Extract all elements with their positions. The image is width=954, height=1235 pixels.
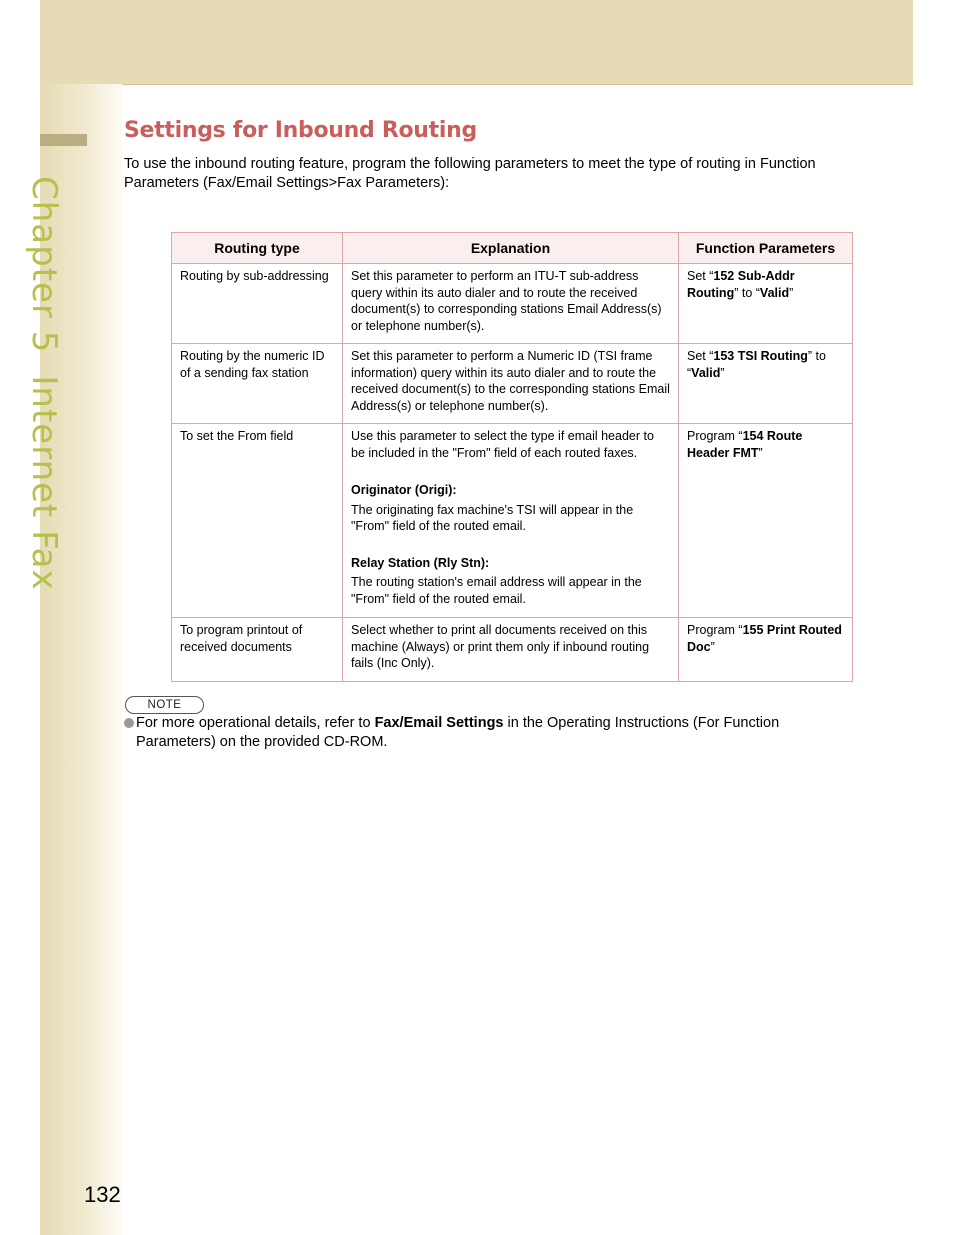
explanation-cell: Set this parameter to perform a Numeric ID (TSI frame information) query within its auto dialer and to route the received document(s) to the corresponding stations Email Address(s) or telephone number(s). (343, 344, 679, 424)
note-text-bold: Fax/Email Settings (374, 715, 504, 731)
routing-type-cell: To set the From field (172, 424, 343, 618)
param-suffix: ” (720, 365, 725, 380)
note-text (136, 714, 816, 751)
header-routing-type: Routing type (172, 233, 343, 264)
table-row (172, 424, 853, 618)
header-function-parameters: Function Parameters (679, 233, 853, 264)
header-explanation: Explanation (343, 233, 679, 264)
routing-type-cell: Routing by the numeric ID of a sending fax station (172, 344, 343, 424)
section-title: Settings for Inbound Routing (124, 118, 477, 143)
param-middle: ” to “ (687, 349, 826, 380)
routing-table (171, 232, 853, 682)
note-badge: NOTE (125, 696, 204, 714)
param-middle: ” to “ (734, 285, 760, 300)
option-relay-text: The routing station's email address will appear in the "From" field of the routed email. (351, 575, 642, 606)
header-band (40, 0, 913, 85)
option-originator-title: Originator (Origi): (351, 483, 457, 497)
option-relay-title: Relay Station (Rly Stn): (351, 555, 490, 570)
explanation-cell (343, 424, 679, 618)
param-suffix: ” (710, 639, 715, 654)
intro-paragraph: To use the inbound routing feature, program the following parameters to meet the type of routing in Function Parameters (Fax/Email Settings>Fax Parameters): (124, 156, 816, 191)
function-parameter-cell (679, 344, 853, 424)
param-value: Valid (691, 365, 721, 380)
table-row (172, 618, 853, 682)
function-parameter-cell (679, 424, 853, 618)
table-header-row (172, 233, 853, 264)
param-prefix: Program “ (687, 429, 743, 443)
function-parameter-cell (679, 618, 853, 682)
param-prefix: Set “ (687, 269, 714, 283)
explanation-text: Use this parameter to select the type if email header to be included in the "From" field of each routed faxes. (351, 429, 654, 460)
param-suffix: ” (758, 445, 763, 460)
page-number: 132 (84, 1182, 121, 1207)
table-row (172, 344, 853, 424)
param-value: Valid (759, 285, 790, 300)
param-name: 153 TSI Routing (713, 349, 808, 363)
chapter-number: Chapter 5 (24, 176, 64, 354)
chapter-label (24, 176, 64, 591)
option-originator-text: The originating fax machine's TSI will appear in the "From" field of the routed email. (351, 502, 634, 533)
explanation-cell: Set this parameter to perform an ITU-T sub-address query within its auto dialer and to route the received document(s) to corresponding stations Email Address(s) or telephone number(s). (343, 264, 679, 344)
param-name: 152 Sub-Addr Routing (687, 269, 795, 300)
param-prefix: Set “ (687, 349, 714, 363)
chapter-tab-marker (40, 134, 87, 146)
table-row (172, 264, 853, 344)
routing-type-cell: Routing by sub-addressing (172, 264, 343, 344)
note-text-before: For more operational details, refer to (136, 715, 375, 731)
explanation-cell: Select whether to print all documents received on this machine (Always) or print them only if inbound routing fails (Inc Only). (343, 618, 679, 682)
bullet-icon (124, 718, 134, 728)
routing-type-cell: To program printout of received documents (172, 618, 343, 682)
param-prefix: Program “ (687, 623, 743, 637)
chapter-title: Internet Fax (24, 375, 64, 591)
param-suffix: ” (789, 285, 794, 300)
note-text-after: in the Operating Instructions (For Function Parameters) on the provided CD-ROM. (136, 715, 780, 750)
function-parameter-cell (679, 264, 853, 344)
param-name: 154 Route Header FMT (687, 429, 803, 460)
param-name: 155 Print Routed Doc (687, 623, 842, 654)
